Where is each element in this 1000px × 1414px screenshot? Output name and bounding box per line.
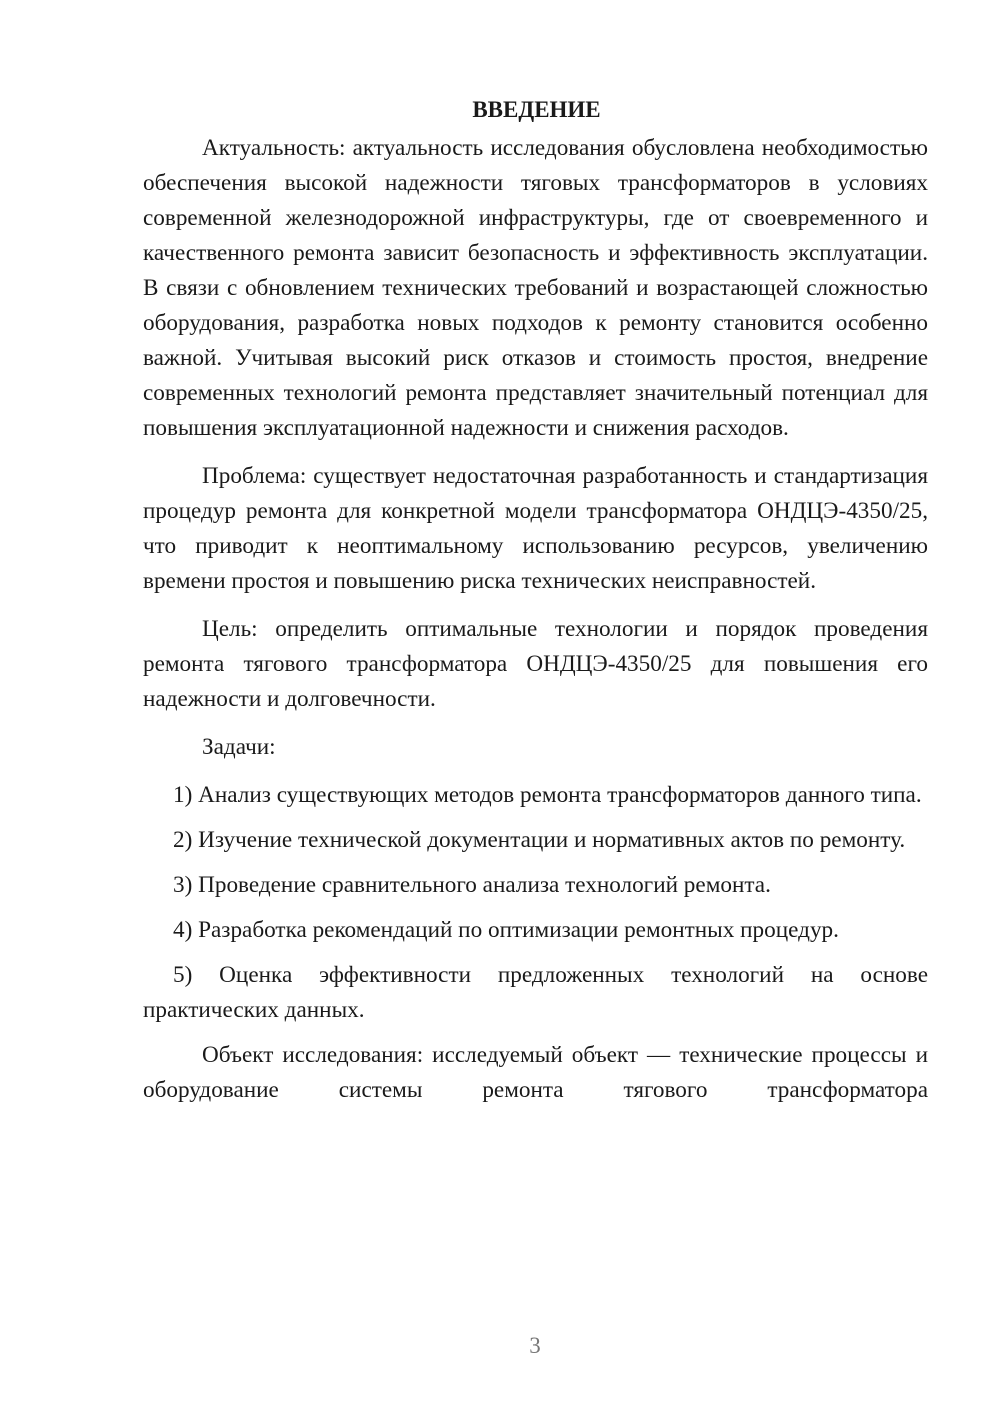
task-item-4: 4) Разработка рекомендаций по оптимизации ремонтных процедур. xyxy=(173,917,839,943)
paragraph-goal: Цель: определить оптимальные технологии и порядок проведения ремонта тягового трансформатора ОНДЦЭ-4350/25 для повышения его надежности и долговечности. xyxy=(143,616,928,712)
paragraph-relevance: Актуальность: актуальность исследования обусловлена необходимостью обеспечения высокой надежности тяговых трансформаторов в условиях современной железнодорожной инфраструктуры, где от своевременного и качественного ремонта зависит безопасность и эффективность эксплуатации. В связи с обновлением технических требований и возрастающей сложностью оборудования, разработка новых подходов к ремонту становится особенно важной. Учитывая высокий риск отказов и стоимость простоя, внедрение современных технологий ремонта представляет значительный потенциал для повышения эксплуатационной надежности и снижения расходов. xyxy=(143,135,928,441)
paragraph-problem: Проблема: существует недостаточная разработанность и стандартизация процедур ремонта для конкретной модели трансформатора ОНДЦЭ-4350/25, что приводит к неоптимальному использованию ресурсов, увеличению времени простоя и повышению риска технических неисправностей. xyxy=(143,463,928,594)
task-item-3: 3) Проведение сравнительного анализа технологий ремонта. xyxy=(173,872,771,898)
document-page xyxy=(143,92,928,1121)
task-item-5: 5) Оценка эффективности предложенных технологий на основе практических данных. xyxy=(143,962,928,1023)
task-item-1: 1) Анализ существующих методов ремонта трансформаторов данного типа. xyxy=(173,782,922,808)
page-number: 3 xyxy=(529,1333,541,1358)
task-item-2: 2) Изучение технической документации и нормативных актов по ремонту. xyxy=(173,827,906,853)
paragraph-tasks-heading: Задачи: xyxy=(202,734,276,760)
paragraph-object: Объект исследования: исследуемый объект — технические процессы и оборудование системы ремонта тягового трансформатора xyxy=(143,1042,928,1103)
section-title: ВВЕДЕНИЕ xyxy=(472,97,601,122)
